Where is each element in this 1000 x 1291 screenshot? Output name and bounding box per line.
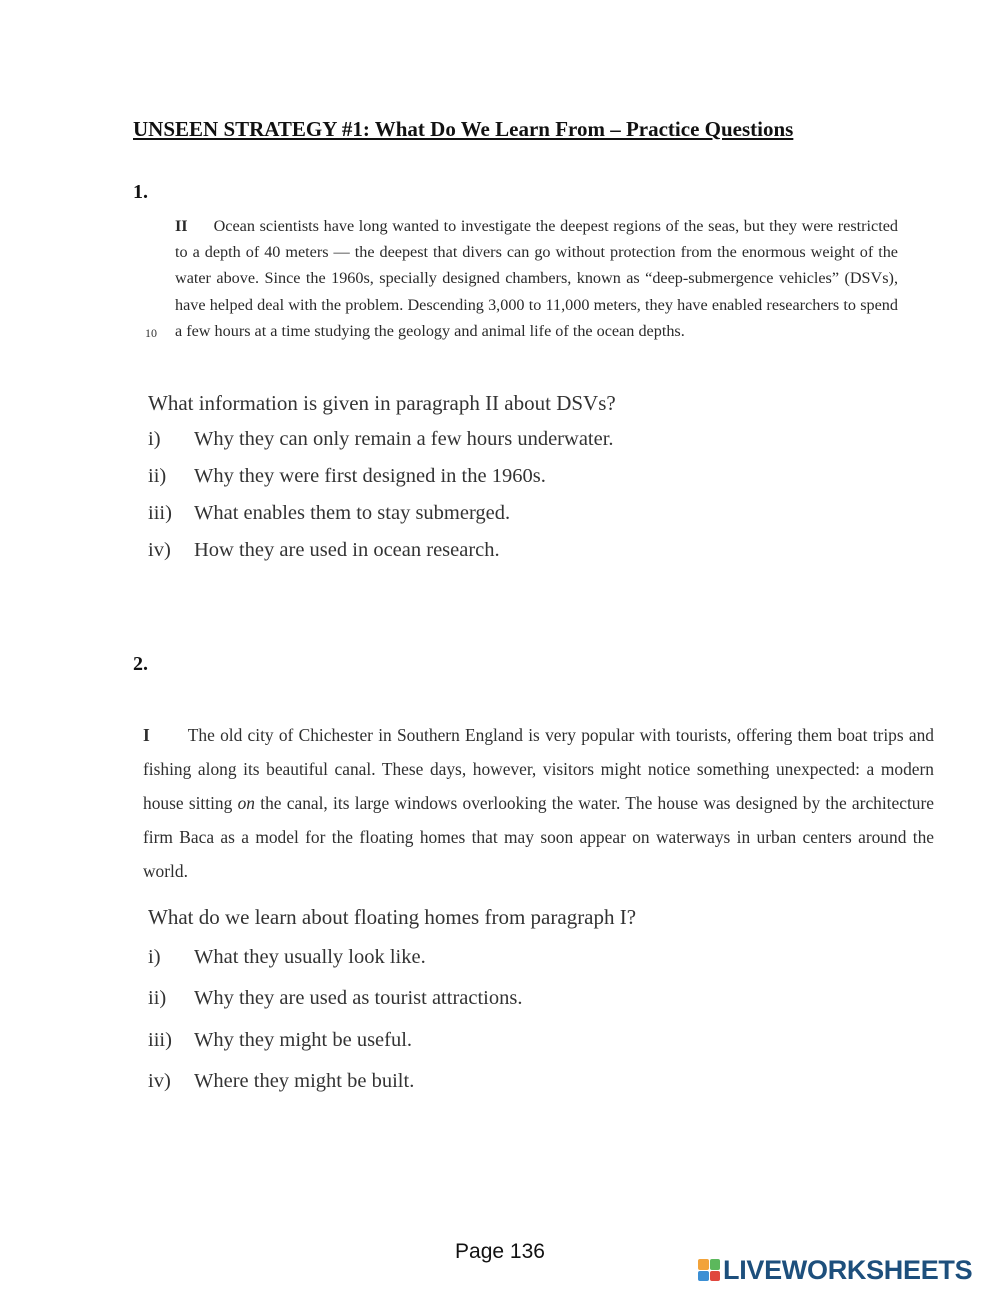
question-1-passage [175, 213, 898, 344]
question-1-option [148, 502, 510, 525]
option-number: ii) [148, 465, 167, 487]
passage-text: the canal, its large windows overlooking the water. The house was designed by the architecture firm Baca as a model for the floating homes that may soon appear on waterways in urban centers around the world. [143, 793, 934, 881]
question-1-number: 1. [133, 181, 148, 203]
brand-name: LIVEWORKSHEETS [723, 1254, 973, 1285]
line-number: 10 [145, 326, 157, 340]
passage-text: The old city of Chichester in Southern England is very popular with tourists, offering them boat trips and fishing along its beautiful canal. These days, however, visitors might notice something unexpected: a modern house sitting [143, 725, 934, 813]
paragraph-marker: II [175, 217, 188, 235]
question-2-option [148, 1029, 412, 1052]
option-text: Why they might be useful. [194, 1029, 413, 1051]
option-text: Why they were first designed in the 1960s. [194, 465, 546, 487]
paragraph-marker: I [143, 725, 150, 745]
question-2-number: 2. [133, 653, 148, 675]
passage-text: Ocean scientists have long wanted to investigate the deepest regions of the seas, but they were restricted to a depth of 40 meters — the deepest that divers can go without protection from the enormous weight of the water above. Since the 1960s, specially designed chambers, known as “deep-submergence vehicles” (DSVs), have helped deal with the problem. Descending 3,000 to 11,000 meters, they have enabled researchers to spend a few hours at a time studying the geology and animal life of the ocean depths. [175, 217, 898, 340]
option-number: i) [148, 428, 161, 450]
question-1-option [148, 465, 546, 488]
option-text: What enables them to stay submerged. [194, 502, 511, 524]
question-2-passage [143, 718, 934, 888]
question-1-option [148, 539, 500, 562]
question-1-stem: What information is given in paragraph II about DSVs? [148, 391, 616, 415]
question-2-option [148, 987, 522, 1010]
liveworksheets-logo[interactable] [698, 1255, 972, 1285]
option-number: iii) [148, 1029, 172, 1051]
option-text: What they usually look like. [194, 946, 426, 968]
option-number: i) [148, 946, 161, 968]
brand-icon-block [710, 1271, 721, 1282]
page-title: UNSEEN STRATEGY #1: What Do We Learn From – Practice Questions [133, 117, 794, 141]
question-2-option [148, 1070, 414, 1093]
question-1-option [148, 428, 614, 451]
option-number: ii) [148, 987, 167, 1009]
page-number: Page 136 [455, 1240, 545, 1263]
option-number: iv) [148, 539, 171, 561]
question-2-stem: What do we learn about floating homes from paragraph I? [148, 905, 637, 929]
option-number: iii) [148, 502, 172, 524]
question-2-option [148, 946, 426, 969]
option-text: Why they are used as tourist attractions. [194, 987, 523, 1009]
brand-icon-block [710, 1259, 721, 1270]
brand-icon [698, 1259, 720, 1281]
option-text: How they are used in ocean research. [194, 539, 500, 561]
passage-emphasis: on [237, 793, 255, 813]
brand-icon-block [698, 1259, 709, 1270]
option-text: Why they can only remain a few hours underwater. [194, 428, 614, 450]
option-text: Where they might be built. [194, 1070, 415, 1092]
option-number: iv) [148, 1070, 171, 1092]
brand-icon-block [698, 1271, 709, 1282]
